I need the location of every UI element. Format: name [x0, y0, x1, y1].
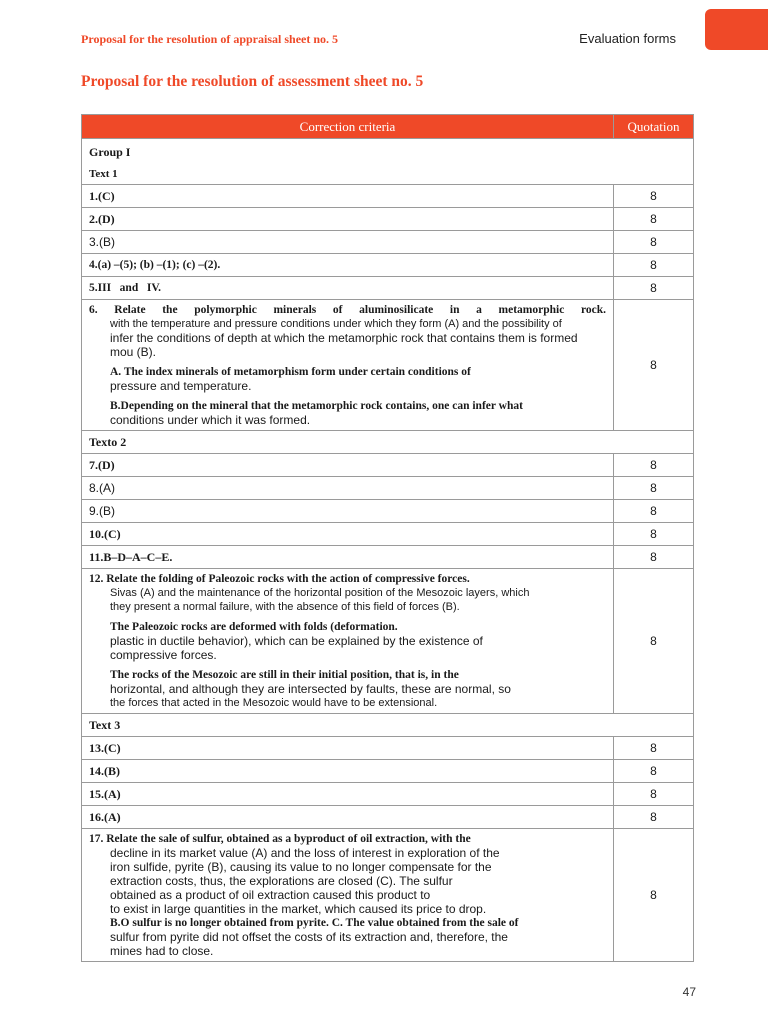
group-row [82, 139, 694, 185]
table-row [82, 231, 694, 254]
points-cell: 8 [614, 454, 694, 477]
answer-line: compressive forces. [110, 648, 217, 662]
points-cell: 8 [614, 737, 694, 760]
points-cell: 8 [614, 208, 694, 231]
answer-cell: 3.(B) [82, 231, 614, 254]
answer-cell: 4.(a) –(5); (b) –(1); (c) –(2). [82, 254, 614, 277]
answer-cell: 14.(B) [82, 760, 614, 783]
answer-line: B.Depending on the mineral that the metamorphic rock contains, one can infer what [110, 400, 523, 412]
question-line: infer the conditions of depth at which the metamorphic rock that contains them is formed [110, 331, 578, 345]
answer-line: sulfur from pyrite did not offset the costs of its extraction and, therefore, the [110, 930, 508, 944]
answer-line: The Paleozoic rocks are deformed with folds (deformation. [110, 621, 398, 633]
question-line: 17. Relate the sale of sulfur, obtained as a byproduct of oil extraction, with the [89, 833, 471, 845]
points-cell: 8 [614, 231, 694, 254]
answer-cell: 2.(D) [82, 208, 614, 231]
question-line: 6. Relate the polymorphic minerals of aluminosilicate in a metamorphic rock. [89, 304, 606, 316]
question-line: iron sulfide, pyrite (B), causing its value to no longer compensate for the [110, 860, 492, 874]
points-cell: 8 [614, 477, 694, 500]
table-row [82, 523, 694, 546]
points-cell: 8 [614, 523, 694, 546]
points-cell: 8 [614, 783, 694, 806]
points-cell: 8 [614, 546, 694, 569]
answer-line: obtained as a product of oil extraction caused this product to [110, 888, 431, 902]
answer-line: plastic in ductile behavior), which can be explained by the existence of [110, 634, 483, 648]
points-cell: 8 [614, 569, 694, 714]
question-line: with the temperature and pressure conditions under which they form (A) and the possibility of [110, 318, 562, 330]
points-cell: 8 [614, 829, 694, 962]
table-row [82, 783, 694, 806]
question-line: they present a normal failure, with the absence of this field of forces (B). [110, 601, 460, 613]
answer-cell: 10.(C) [82, 523, 614, 546]
text2-label: Texto 2 [82, 431, 694, 454]
question-line: extraction costs, thus, the explorations are closed (C). The sulfur [110, 874, 453, 888]
text1-label: Text 1 [89, 168, 118, 180]
table-row [82, 477, 694, 500]
table-row [82, 208, 694, 231]
table-row [82, 500, 694, 523]
answer-cell: 11.B–D–A–C–E. [82, 546, 614, 569]
page-number: 47 [682, 985, 696, 999]
answer-cell: 8.(A) [82, 477, 614, 500]
table-row [82, 300, 694, 431]
table-row [82, 454, 694, 477]
answer-cell: 15.(A) [82, 783, 614, 806]
answer-cell: 1.(C) [82, 185, 614, 208]
points-cell: 8 [614, 760, 694, 783]
answer-cell: 5.III and IV. [82, 277, 614, 300]
question-line: mou (B). [110, 345, 157, 359]
points-cell: 8 [614, 500, 694, 523]
answer-line: A. The index minerals of metamorphism form under certain conditions of [110, 366, 471, 378]
table-row [82, 185, 694, 208]
answer-line: the forces that acted in the Mesozoic would have to be extensional. [110, 697, 438, 709]
section-label: Evaluation forms [579, 31, 676, 46]
answer-line: horizontal, and although they are intersected by faults, these are normal, so [110, 682, 511, 696]
question-line: 12. Relate the folding of Paleozoic rocks with the action of compressive forces. [89, 573, 470, 585]
text-section-row [82, 714, 694, 737]
table-row [82, 760, 694, 783]
page-title: Proposal for the resolution of assessment sheet no. 5 [81, 73, 424, 90]
points-cell: 8 [614, 277, 694, 300]
question-line: decline in its market value (A) and the loss of interest in exploration of the [110, 846, 500, 860]
answer-line: pressure and temperature. [110, 379, 252, 393]
table-header-row [82, 115, 694, 139]
answer-line: to exist in large quantities in the market, which caused its price to drop. [110, 902, 487, 916]
running-title: Proposal for the resolution of appraisal sheet no. 5 [81, 32, 339, 46]
answer-cell [82, 829, 614, 962]
corner-tab [705, 9, 768, 50]
table-row [82, 829, 694, 962]
answer-line: mines had to close. [110, 944, 214, 958]
answer-cell [82, 300, 614, 431]
criteria-column-header: Correction criteria [82, 115, 614, 139]
answer-cell [82, 569, 614, 714]
answer-cell: 7.(D) [82, 454, 614, 477]
answer-cell: 13.(C) [82, 737, 614, 760]
text-section-row [82, 431, 694, 454]
text3-label: Text 3 [82, 714, 694, 737]
points-cell: 8 [614, 806, 694, 829]
correction-table [81, 114, 694, 962]
answer-cell: 9.(B) [82, 500, 614, 523]
answer-line: conditions under which it was formed. [110, 413, 311, 427]
table-row [82, 806, 694, 829]
points-cell: 8 [614, 185, 694, 208]
answer-line: The rocks of the Mesozoic are still in their initial position, that is, in the [110, 669, 459, 681]
points-cell: 8 [614, 254, 694, 277]
table-row [82, 546, 694, 569]
quotation-column-header: Quotation [614, 115, 694, 139]
table-row [82, 254, 694, 277]
answer-line: B.O sulfur is no longer obtained from pyrite. C. The value obtained from the sale of [110, 917, 519, 929]
question-line: Sivas (A) and the maintenance of the horizontal position of the Mesozoic layers, which [110, 587, 530, 599]
table-row [82, 737, 694, 760]
group-label: Group I [89, 145, 131, 159]
table-row [82, 277, 694, 300]
answer-cell: 16.(A) [82, 806, 614, 829]
table-row [82, 569, 694, 714]
points-cell: 8 [614, 300, 694, 431]
